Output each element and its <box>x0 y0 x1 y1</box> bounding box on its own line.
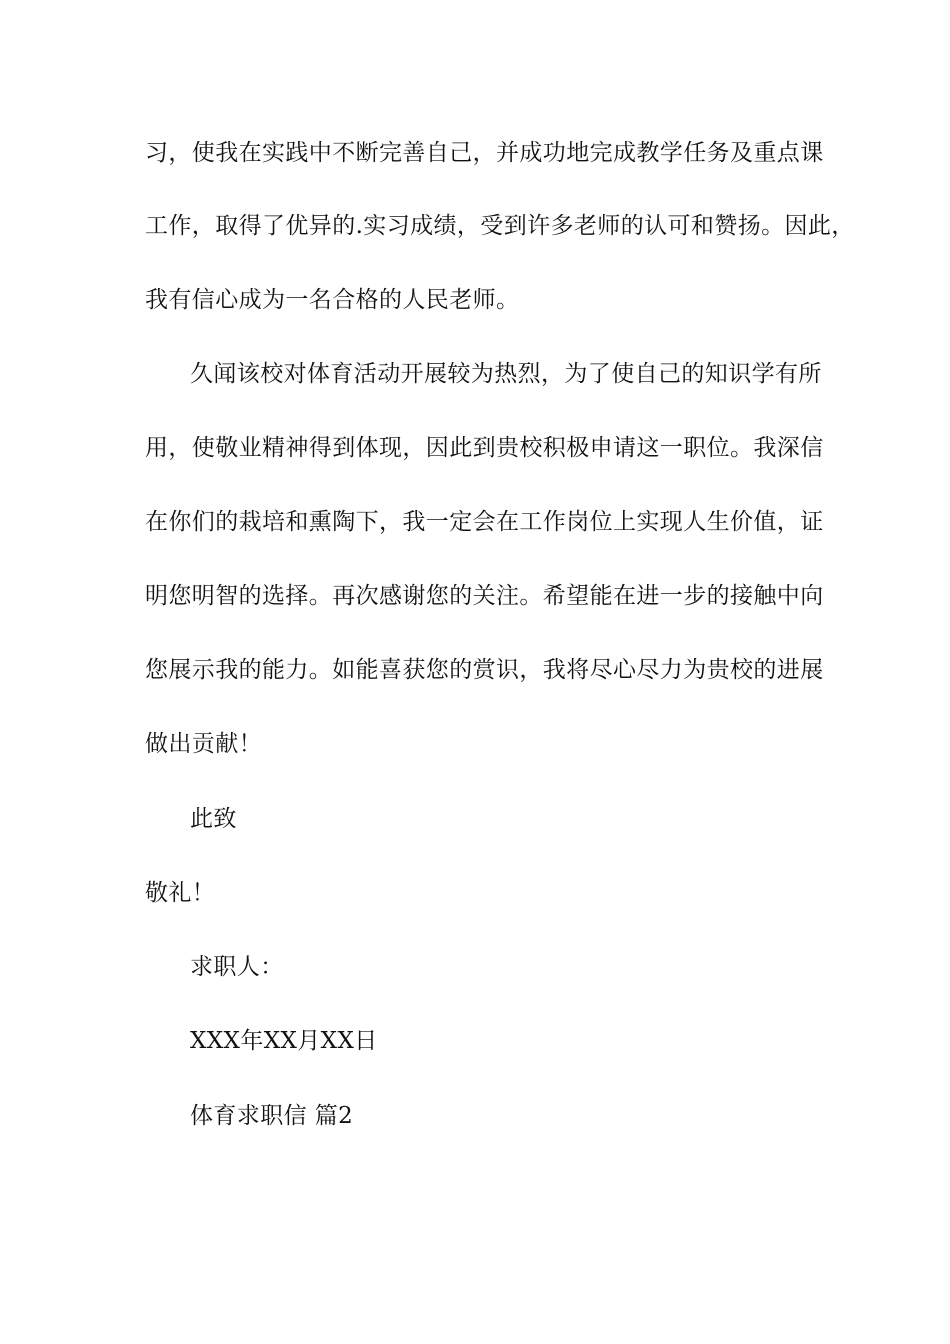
paragraph-line-5: 用，使敬业精神得到体现，因此到贵校积极申请这一职位。我深信 <box>145 435 824 461</box>
paragraph-line-1: 习，使我在实践中不断完善自己，并成功地完成教学任务及重点课 <box>145 140 824 166</box>
section-heading: 体育求职信 篇2 <box>190 1103 354 1129</box>
paragraph-line-4: 久闻该校对体育活动开展较为热烈，为了使自己的知识学有所 <box>190 361 822 387</box>
closing-salutation: 此致 <box>190 806 237 832</box>
paragraph-line-6: 在你们的栽培和熏陶下，我一定会在工作岗位上实现人生价值，证 <box>145 509 824 535</box>
closing-regards: 敬礼！ <box>145 880 216 906</box>
date-line: XXX年XX月XX日 <box>190 1028 378 1054</box>
paragraph-line-9: 做出贡献！ <box>145 731 262 757</box>
paragraph-line-7: 明您明智的选择。再次感谢您的关注。希望能在进一步的接触中向 <box>145 583 824 609</box>
applicant-label: 求职人： <box>190 954 284 980</box>
paragraph-line-2: 工作，取得了优异的.实习成绩，受到许多老师的认可和赞扬。因此， <box>145 213 855 239</box>
paragraph-line-8: 您展示我的能力。如能喜获您的赏识，我将尽心尽力为贵校的进展 <box>145 657 824 683</box>
paragraph-line-3: 我有信心成为一名合格的人民老师。 <box>145 287 520 313</box>
